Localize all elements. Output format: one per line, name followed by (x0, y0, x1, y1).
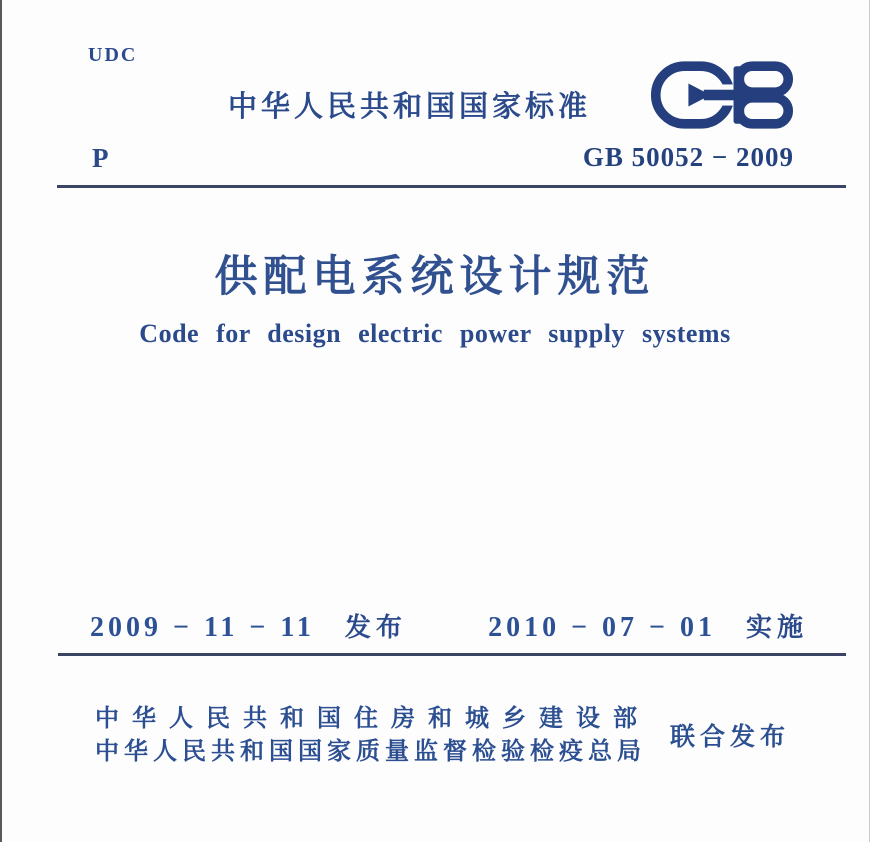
standard-number: GB 50052 − 2009 (582, 142, 794, 172)
joint-issue-label: 联合发布 (670, 723, 791, 751)
title-english: Code for design electric power supply systems (139, 319, 731, 348)
publisher-line-2: 中华人民共和国国家质量监督检验检疫总局 (95, 738, 646, 765)
publisher-line-1: 中华人民共和国住房和城乡建设部 (95, 705, 650, 732)
footer-rule (58, 653, 846, 656)
issue-date: 2009 − 11 − 11 (90, 612, 315, 643)
title-block (0, 252, 870, 350)
implementation-date-group (488, 610, 808, 649)
gb-logo (650, 60, 794, 130)
issue-date-group (90, 610, 407, 649)
publisher-lines (95, 702, 650, 768)
implementation-date: 2010 − 07 − 01 (488, 612, 716, 643)
implementation-label: 实施 (745, 612, 808, 642)
classification-code: P (92, 143, 109, 173)
date-row (90, 610, 808, 649)
publishers-block (95, 702, 820, 768)
issue-label: 发布 (344, 612, 407, 642)
udc-label: UDC (88, 44, 138, 66)
scan-edge-left (0, 0, 2, 842)
national-standard-heading: 中华人民共和国国家标准 (228, 91, 592, 123)
header-rule (57, 185, 846, 188)
title-chinese: 供配电系统设计规范 (214, 254, 656, 301)
